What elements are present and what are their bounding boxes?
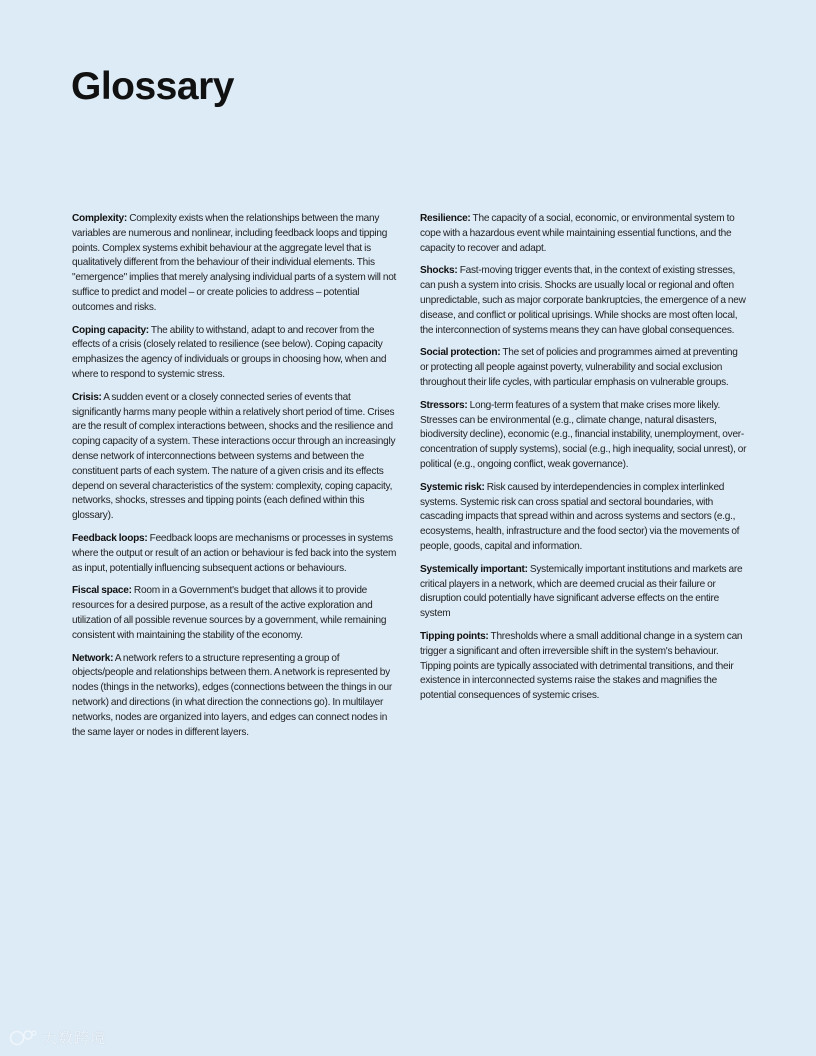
glossary-column-right (420, 212, 748, 712)
glossary-term: Social protection: (420, 347, 501, 359)
glossary-term: Resilience: (420, 213, 471, 224)
glossary-term: Complexity: (72, 213, 128, 224)
glossary-entry-stressors (420, 399, 748, 473)
glossary-term: Tipping points: (420, 630, 489, 642)
glossary-entry-complexity (72, 212, 400, 316)
glossary-term: Feedback loops: (72, 532, 148, 544)
glossary-term: Stressors: (420, 399, 468, 411)
glossary-definition: Thresholds where a small additional change in a system can trigger a significant and often irreversible shift in the system's behaviour. Tipping points are typically associated with detrimental transitions, and their existence in interconnected systems raise the stakes and magnifies the potential consequences of systemic crises. (420, 630, 743, 702)
glossary-definition: Fast-moving trigger events that, in the context of existing stresses, can push a system into crisis. Shocks are usually local or regional and often unpredictable, such as major corporate bankruptcies, the emergence of a new disease, and conflict or political uprisings. While shocks are most often local, the interconnection of systems means they can have global consequences. (420, 265, 746, 336)
glossary-definition: Systemically important institutions and markets are critical players in a network, which are deemed crucial as their failure or disruption could potentially have significant adverse effects on the entire system (420, 563, 743, 620)
glossary-definition: The set of policies and programmes aimed at preventing or protecting all people against poverty, vulnerability and social exclusion throughout their life cycles, with particular emphasis on vulnerable groups. (420, 347, 738, 388)
glossary-term: Network: (72, 652, 114, 664)
glossary-definition: Complexity exists when the relationships between the many variables are numerous and nonlinear, including feedback loops and tipping points. Complex systems exhibit behaviour at the aggregate level that is qualitatively different from the behaviour of their individual elements. This "emergence" implies that merely analysing individual parts of a system will not suffice to predict and model – or create policies to address – potential outcomes and risks. (72, 213, 397, 313)
glossary-entry-coping-capacity (72, 324, 400, 383)
glossary-term: Fiscal space: (72, 585, 132, 597)
glossary-entry-tipping-points (420, 630, 748, 704)
glossary-entry-systemic-risk (420, 481, 748, 555)
glossary-term: Coping capacity: (72, 324, 149, 336)
glossary-definition: A network refers to a structure representing a group of objects/people and relationships between them. A network is represented by nodes (things in the networks), edges (connections between the things in our network) and directions (in what direction the connections go). In multilayer networks, nodes are organized into layers, and edges can connect nodes in the same layer or nodes in different layers. (72, 652, 392, 738)
glossary-entry-fiscal-space (72, 584, 400, 643)
glossary-entry-systemically-important (420, 563, 748, 622)
glossary-entry-feedback-loops (72, 532, 400, 576)
glossary-definition: Feedback loops are mechanisms or processes in systems where the output or result of an action or behaviour is fed back into the system as input, potentially influencing subsequent actions or behaviours. (72, 532, 397, 574)
glossary-definition: A sudden event or a closely connected series of events that significantly harms many people within a relatively short period of time. Crises are the result of complex interactions between, shocks and the resilience and coping capacity of a system. These interactions occur through an increasingly dense network of interconnections between systems and between the constituent parts of each system. The nature of a given crisis and its effects depend on several characteristics of the system: complexity, coping capacity, networks, shocks, stresses and tipping points (each defined within this glossary). (72, 391, 396, 522)
glossary-term: Systemically important: (420, 563, 528, 575)
glossary-definition: The capacity of a social, economic, or environmental system to cope with a hazardous event while maintaining essential functions, and the capacity to recover and adapt. (420, 213, 735, 254)
glossary-entry-crisis (72, 391, 400, 524)
glossary-term: Systemic risk: (420, 481, 485, 493)
glossary-entry-social-protection (420, 346, 748, 390)
watermark-text: 大数跨境 (42, 1029, 107, 1047)
glossary-entry-shocks (420, 264, 748, 338)
glossary-column-left (72, 212, 400, 748)
glossary-term: Shocks: (420, 265, 458, 277)
glossary-definition: Room in a Government's budget that allows it to provide resources for a desired purpose, as a result of the active exploration and utilization of all possible revenue sources by a government, while remaining consistent with maintaining the stability of the economy. (72, 585, 387, 641)
glossary-entry-resilience (420, 212, 748, 256)
watermark-logo-icon (8, 1029, 38, 1047)
page-title: Glossary (71, 65, 234, 108)
glossary-term: Crisis: (72, 391, 102, 403)
glossary-definition: Risk caused by interdependencies in complex interlinked systems. Systemic risk can cross spatial and sectoral boundaries, with cascading impacts that spread within and across systems and sectors (e.g., ecosystems, health, infrastructure and the food sector) via the movements of people, goods, capital and information. (420, 481, 740, 552)
glossary-entry-network (72, 652, 400, 741)
watermark (8, 1027, 106, 1048)
glossary-definition: Long-term features of a system that make crises more likely. Stresses can be environmental (e.g., climate change, natural disasters, biodiversity decline), economic (e.g., financial instability, unemployment, over-concentration of supply systems), social (e.g., high inequality, social unrest), or political (e.g., ongoing conflict, weak governance). (420, 399, 747, 470)
glossary-definition: The ability to withstand, adapt to and recover from the effects of a crisis (closely related to resilience (see below). Coping capacity emphasizes the agency of individuals or groups in choosing how, when and where to respond to systemic stress. (72, 324, 387, 380)
